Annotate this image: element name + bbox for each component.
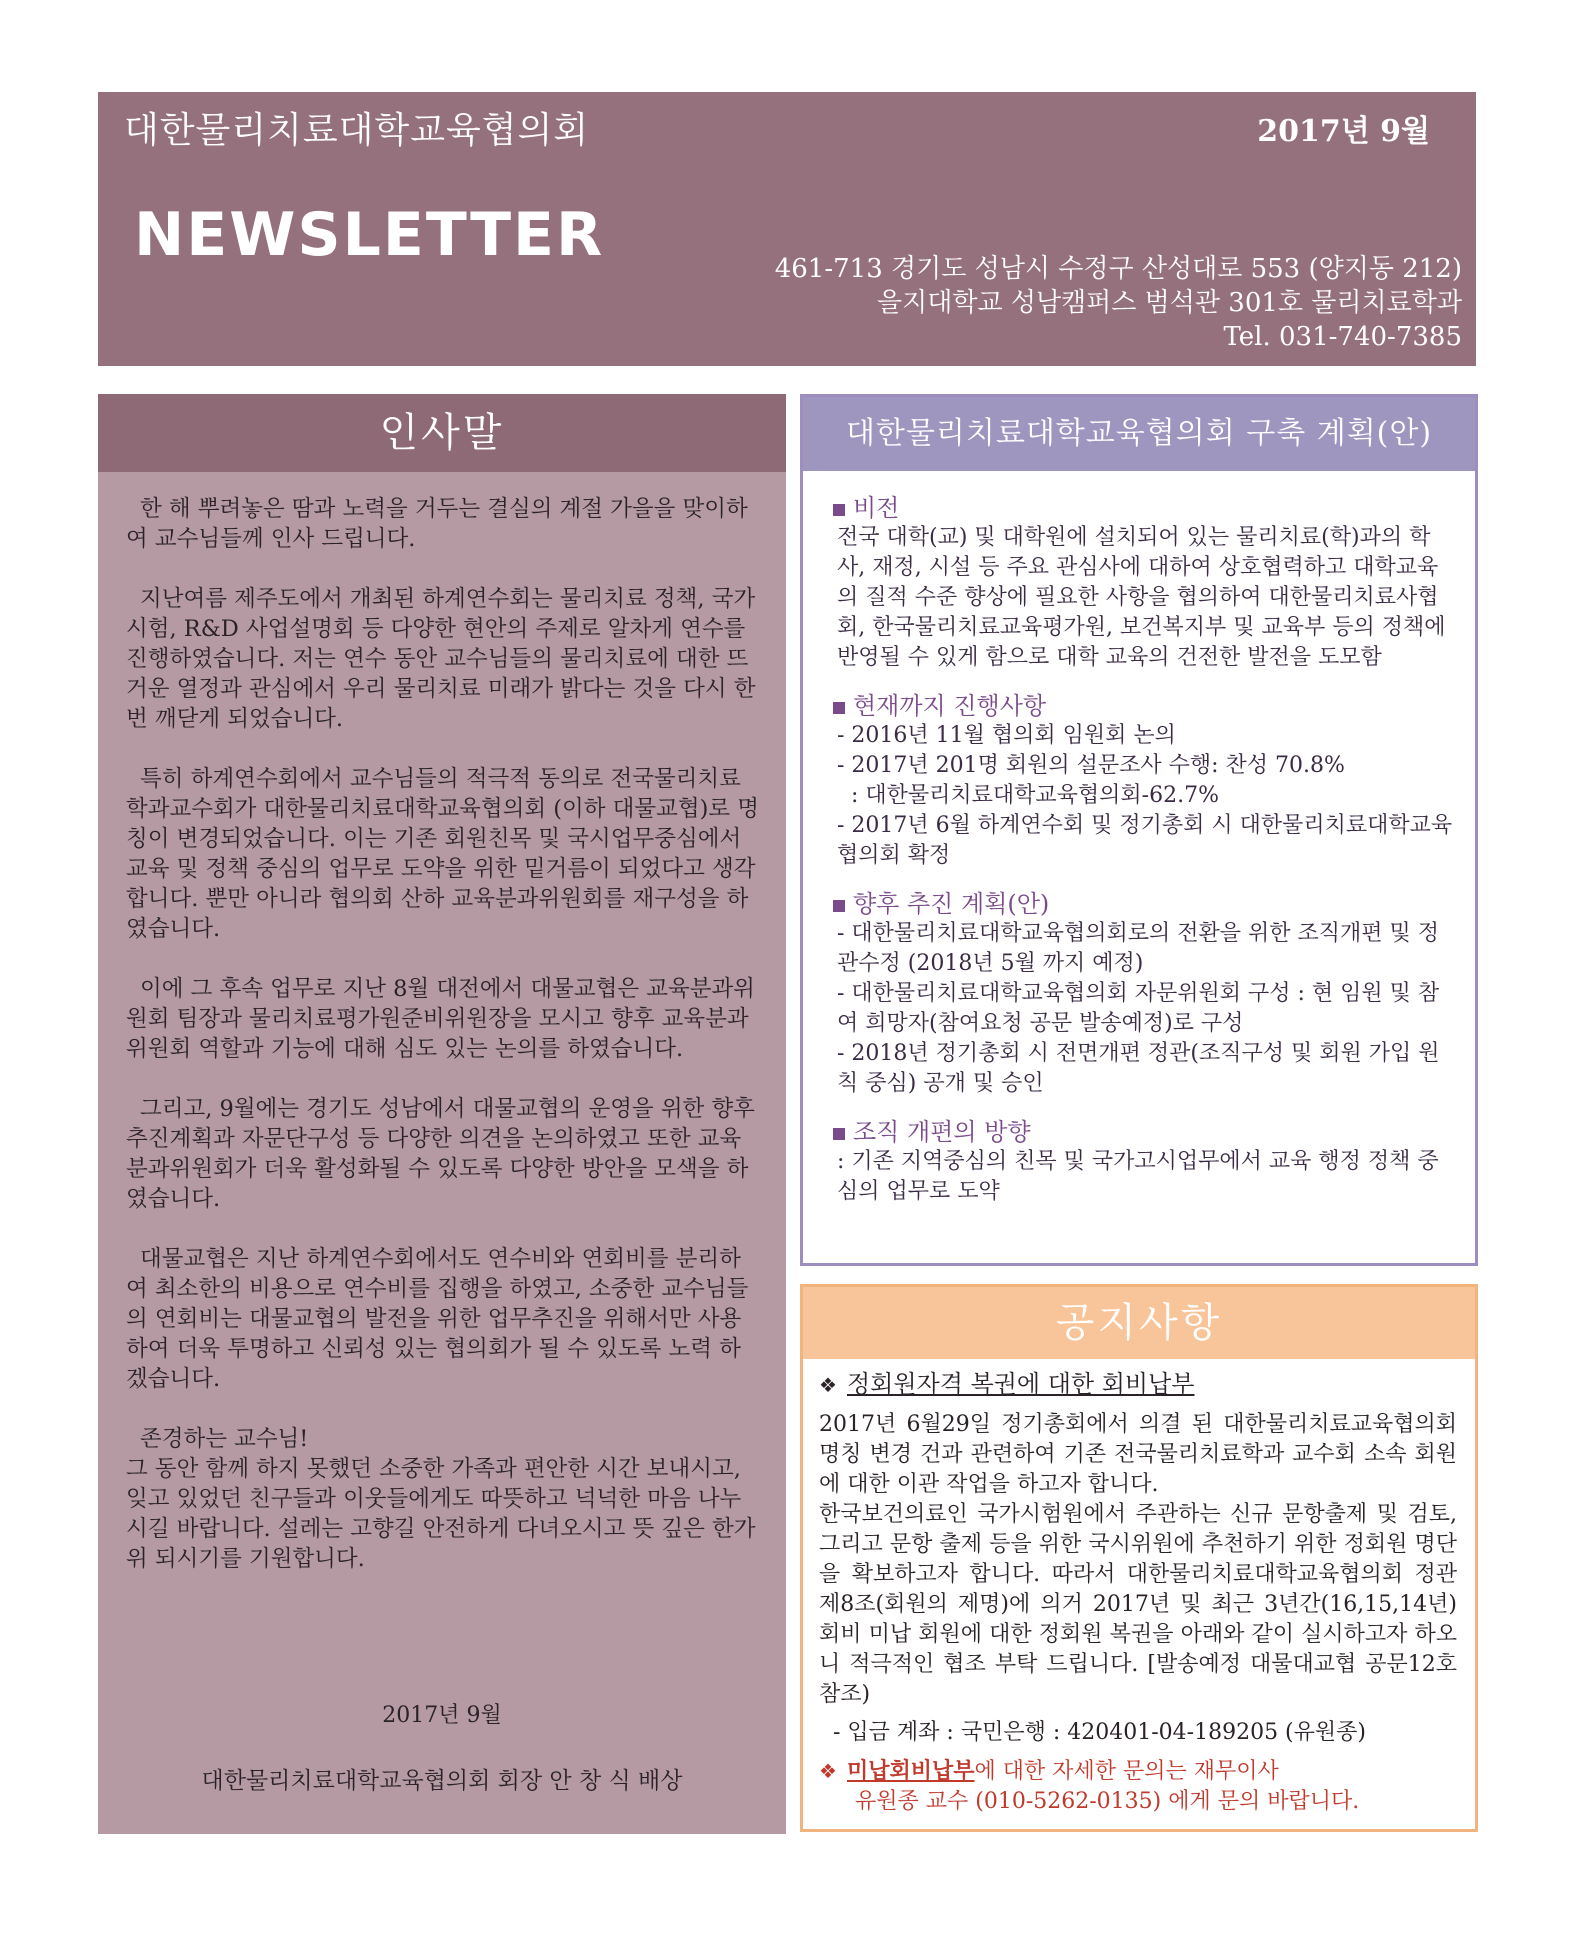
- square-bullet-icon: [833, 1128, 845, 1140]
- notice-subtitle: 정회원자격 복권에 대한 회비납부: [847, 1370, 1195, 1398]
- notice-box: [800, 1284, 1478, 1832]
- phone-number: Tel. 031-740-7385: [1223, 322, 1462, 352]
- plan-box: [800, 394, 1478, 1266]
- plan-section-future: [833, 889, 1457, 1099]
- issue-date: 2017년 9월: [1257, 114, 1430, 149]
- greeting-paragraph: 존경하는 교수님! 그 동안 함께 하지 못했던 소중한 가족과 편안한 시간 보내시고, 잊고 있었던 친구들과 이웃들에게도 따뜻하고 넉넉한 마음 나누시길 바랍니다. 설레는 고향길 안전하게 다녀오시고 뜻 깊은 한가위 되시기를 기원합니다.: [126, 1426, 756, 1572]
- contact-info: [819, 1756, 1457, 1817]
- section-line: - 대한물리치료대학교육협의회 자문위원회 구성 : 현 임원 및 참여 희망자(참여요청 공문 발송예정)로 구성: [837, 981, 1440, 1036]
- section-line: - 2016년 11월 협의회 임원회 논의: [837, 723, 1176, 748]
- plan-section-progress: [833, 691, 1457, 871]
- notice-body: [803, 1359, 1475, 1817]
- square-bullet-icon: [833, 504, 845, 516]
- square-bullet-icon: [833, 702, 845, 714]
- greeting-column: [98, 394, 786, 1834]
- section-title: 비전: [853, 494, 900, 522]
- signature-date: 2017년 9월: [382, 1703, 502, 1728]
- plan-section-direction: [833, 1117, 1457, 1207]
- greeting-paragraph: 지난여름 제주도에서 개최된 하계연수회는 물리치료 정책, 국가시험, R&D 사업설명회 등 다양한 현안의 주제로 알차게 연수를 진행하였습니다. 저는 연수 동안 교수님들의 물리치료에 대한 뜨거운 열정과 관심에서 우리 물리치료 미래가 밝다는 것을 다시 한번 깨닫게 되었습니다.: [126, 586, 756, 732]
- greeting-paragraph: 그리고, 9월에는 경기도 성남에서 대물교협의 운영을 위한 향후 추진계획과 자문단구성 등 다양한 의견을 논의하였고 또한 교육분과위원회가 더욱 활성화될 수 있도록 다양한 방안을 모색을 하였습니다.: [126, 1096, 755, 1212]
- unpaid-fee-label: 미납회비납부: [847, 1758, 975, 1784]
- plan-heading: 대한물리치료대학교육협의회 구축 계획(안): [803, 397, 1475, 471]
- section-title: 조직 개편의 방향: [853, 1118, 1031, 1146]
- contact-address: [775, 252, 1462, 354]
- plan-section-vision: [833, 493, 1457, 673]
- contact-person: 유원종 교수 (010-5262-0135) 에게 문의 바랍니다.: [855, 1789, 1360, 1814]
- section-line: - 2017년 201명 회원의 설문조사 수행: 찬성 70.8%: [837, 753, 1345, 778]
- greeting-body: [98, 472, 786, 1574]
- address-line-1: 461-713 경기도 성남시 수정구 산성대로 553 (양지동 212): [774, 254, 1462, 284]
- greeting-paragraph: 한 해 뿌려놓은 땀과 노력을 거두는 결실의 계절 가을을 맞이하여 교수님들께 인사 드립니다.: [126, 496, 748, 552]
- section-line: : 대한물리치료대학교육협의회-62.7%: [837, 783, 1219, 808]
- section-title: 향후 추진 계획(안): [853, 890, 1050, 918]
- org-name: 대한물리치료대학교육협의회: [124, 110, 590, 151]
- notice-paragraph: 한국보건의료인 국가시험원에서 주관하는 신규 문항출제 및 검토, 그리고 문항 출제 등을 위한 국시위원에 추천하기 위한 정회원 명단을 확보하고자 합니다. 따라서 대한물리치료대학교육협의회 정관 제8조(회원의 제명)에 의거 2017년 및 최근 3년간(16,15,14년) 회비 미납 회원에 대한 정회원 복권을 아래와 같이 실시하고자 하오니 적극적인 협조 부탁 드립니다. [발송예정 대물대교협 공문12호 참조): [819, 1502, 1457, 1707]
- greeting-heading: 인사말: [98, 394, 786, 472]
- section-title: 현재까지 진행사항: [853, 692, 1047, 720]
- diamond-bullet-icon: ❖: [819, 1759, 837, 1783]
- section-line: : 기존 지역중심의 친목 및 국가고시업무에서 교육 행정 정책 중심의 업무로 도약: [837, 1149, 1439, 1204]
- greeting-paragraph: 특히 하계연수회에서 교수님들의 적극적 동의로 전국물리치료학과교수회가 대한물리치료대학교육협의회 (이하 대물교협)로 명칭이 변경되었습니다. 이는 기존 회원친목 및 국시업무중심에서 교육 및 정책 중심의 업무로 도약을 위한 밑거름이 되었다고 생각합니다. 뿐만 아니라 협의회 산하 교육분과위원회를 재구성을 하였습니다.: [126, 766, 760, 942]
- section-line: - 2018년 정기총회 시 전면개편 정관(조직구성 및 회원 가입 원칙 중심) 공개 및 승인: [837, 1041, 1440, 1096]
- plan-body: [803, 471, 1475, 1207]
- notice-heading: 공지사항: [803, 1287, 1475, 1359]
- signature-name: 대한물리치료대학교육협의회 회장 안 창 식 배상: [201, 1768, 683, 1794]
- greeting-paragraph: 대물교협은 지난 하계연수회에서도 연수비와 연회비를 분리하여 최소한의 비용으로 연수비를 집행을 하였고, 소중한 교수님들의 연회비는 대물교협의 발전을 위한 업무추진을 위해서만 사용하여 더욱 투명하고 신뢰성 있는 협의회가 될 수 있도록 노력 하겠습니다.: [126, 1246, 749, 1392]
- square-bullet-icon: [833, 900, 845, 912]
- section-line: 전국 대학(교) 및 대학원에 설치되어 있는 물리치료(학)과의 학사, 재정, 시설 등 주요 관심사에 대하여 상호협력하고 대학교육의 질적 수준 향상에 필요한 사항을 협의하여 대한물리치료사협회, 한국물리치료교육평가원, 보건복지부 및 교육부 등의 정책에 반영될 수 있게 함으로 대학 교육의 건전한 발전을 도모함: [837, 525, 1446, 670]
- section-line: - 2017년 6월 하계연수회 및 정기총회 시 대한물리치료대학교육협의회 확정: [837, 813, 1453, 868]
- bank-account-info: - 입금 계좌 : 국민은행 : 420401-04-189205 (유원종): [833, 1720, 1366, 1745]
- notice-paragraph: 2017년 6월29일 정기총회에서 의결 된 대한물리치료교육협의회 명칭 변경 건과 관련하여 기존 전국물리치료학과 교수회 소속 회원에 대한 이관 작업을 하고자 합니다.: [819, 1412, 1457, 1497]
- address-line-2: 을지대학교 성남캠퍼스 범석관 301호 물리치료학과: [876, 288, 1462, 318]
- section-line: - 대한물리치료대학교육협의회로의 전환을 위한 조직개편 및 정관수정 (2018년 5월 까지 예정): [837, 921, 1439, 976]
- contact-text: 에 대한 자세한 문의는 재무이사: [974, 1759, 1279, 1784]
- greeting-paragraph: 이에 그 후속 업무로 지난 8월 대전에서 대물교협은 교육분과위원회 팀장과 물리치료평가원준비위원장을 모시고 향후 교육분과위원회 역할과 기능에 대해 심도 있는 논의를 하였습니다.: [126, 976, 755, 1062]
- diamond-bullet-icon: ❖: [819, 1373, 837, 1397]
- newsletter-header: [98, 92, 1476, 366]
- newsletter-title: NEWSLETTER: [134, 200, 605, 270]
